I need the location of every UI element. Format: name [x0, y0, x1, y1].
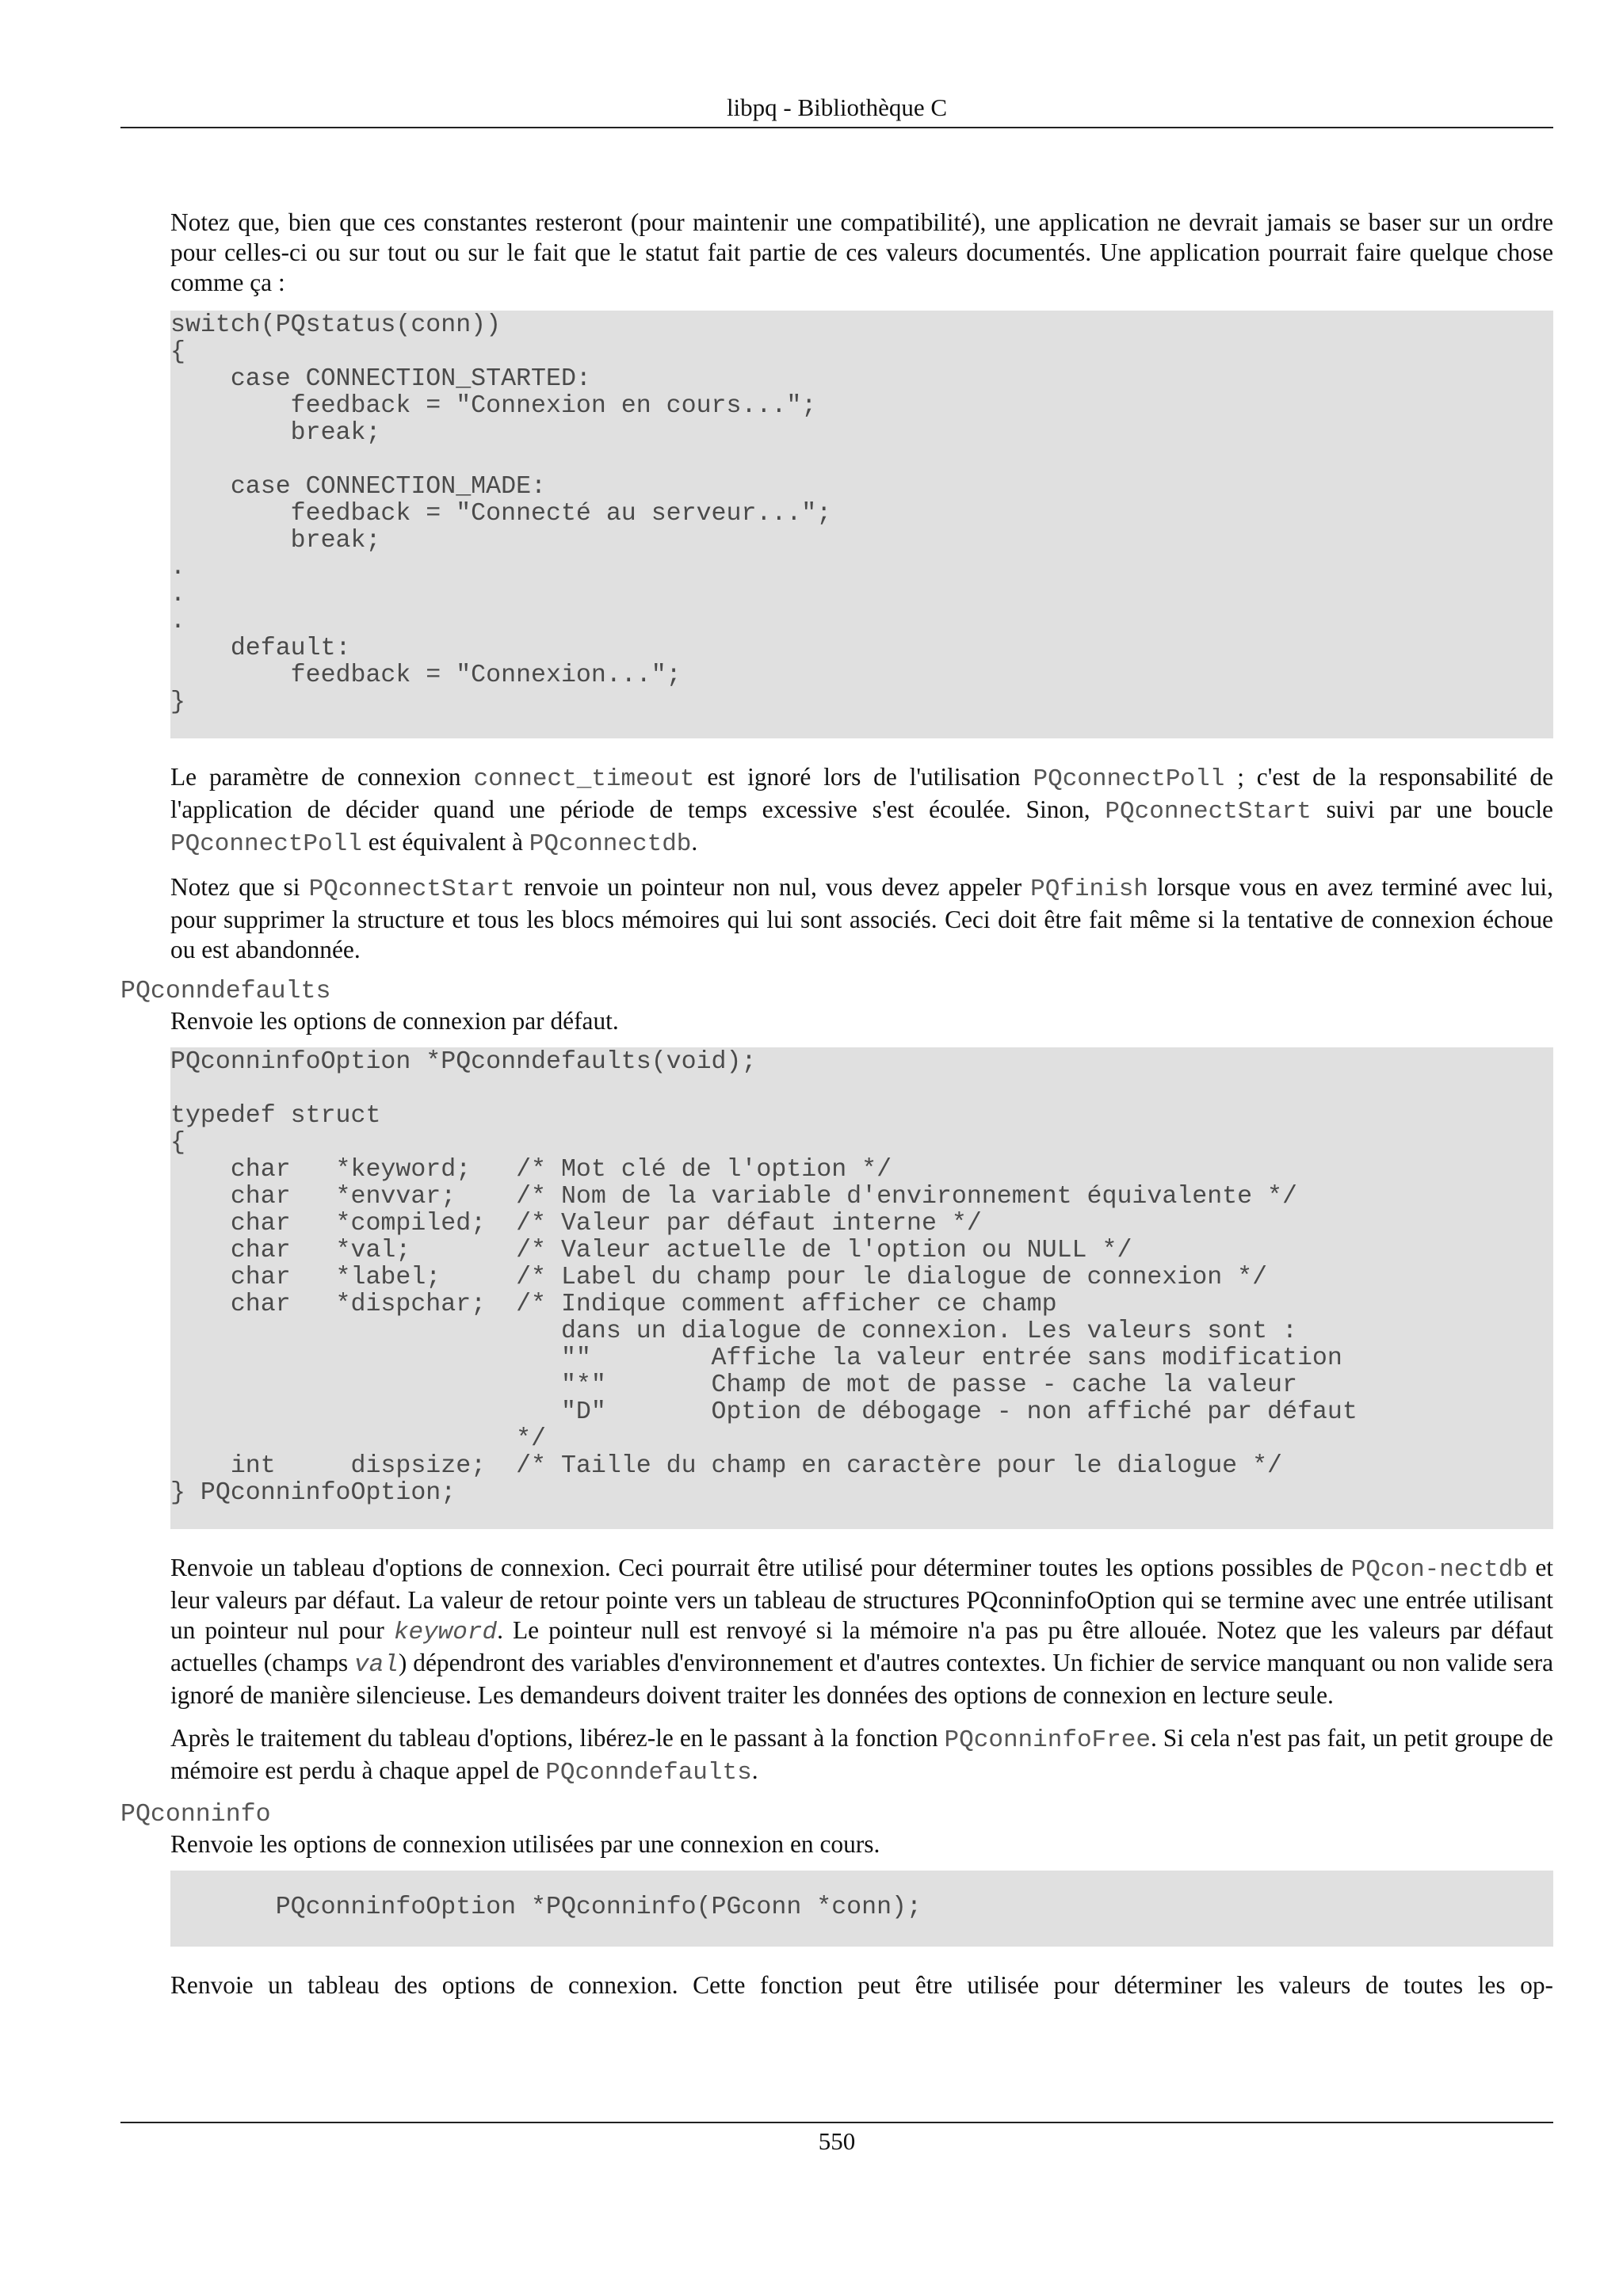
header-rule [120, 127, 1553, 128]
code-block-switch-status: switch(PQstatus(conn)) { case CONNECTION_STARTED: feedback = "Connexion en cours..."; break; case CONNECTION_MADE: feedback = "Connecté au serveur..."; break; . . . default: feedback = "Connexion..."; } [170, 311, 1553, 738]
term-description: Renvoie les options de connexion par défaut. [170, 1007, 619, 1035]
code-literal-pqfinish: PQfinish [1030, 875, 1148, 903]
text-span: ; c'est de la responsabilité de l'application de décider quand une période de temps excessive s'est écoulée. Sinon, [170, 763, 1554, 823]
paragraph-pqconninfo-returns: Renvoie un tableau des options de connexion. Cette fonction peut être utilisée pour déterminer les valeurs de toutes les op- [170, 1971, 1553, 1999]
text-span: Après le traitement du tableau d'options, libérez-le en le passant à la fonction [170, 1724, 945, 1752]
paragraph-status-order: Notez que, bien que ces constantes resteront (pour maintenir une compatibilité), une application ne devrait jamais se baser sur un ordre pour celles-ci ou sur tout ou sur le fait que le statut fait partie de ces valeurs documentés. Une application pourrait faire quelque chose comme ça : [170, 208, 1553, 296]
page-content [120, 208, 1554, 2013]
text-span: suivi par une boucle [1311, 795, 1553, 823]
text-span: Le paramètre de connexion [170, 763, 474, 791]
code-literal-keyword: keyword [393, 1619, 498, 1646]
footer-rule [120, 2122, 1553, 2123]
code-literal-pqconnectpoll: PQconnectPoll [1033, 765, 1225, 793]
text-span: est équivalent à [361, 828, 529, 856]
code-literal-val: val [354, 1651, 399, 1679]
paragraph-pqconndefaults-returns [170, 1553, 1553, 1711]
text-span: . Le pointeur null est renvoyé si la mémoire n'a pas pu être allouée. Notez que les valeurs par défaut actuelles (champs [170, 1616, 1553, 1676]
text-span: Notez que si [170, 873, 309, 901]
code-block-pqconninfo-signature: PQconninfoOption *PQconninfo(PGconn *conn); [170, 1871, 1553, 1947]
code-literal-pqconnectdb: PQcon-nectdb [1350, 1556, 1528, 1584]
term-pqconninfo: PQconninfo [120, 1801, 271, 1829]
page-header: libpq - Bibliothèque C [726, 93, 948, 121]
code-literal-pqconnectdb: PQconnectdb [529, 830, 692, 858]
code-literal-pqconninfofree: PQconninfoFree [944, 1726, 1151, 1754]
text-span: lorsque vous en avez terminé avec lui, pour supprimer la structure et tous les blocs mémoires qui lui sont associés. Ceci doit être fait même si la tentative de connexion échoue ou est abandonnée. [170, 873, 1553, 963]
term-pqconndefaults: PQconndefaults [120, 978, 331, 1005]
text-span: renvoie un pointeur non nul, vous devez appeler [515, 873, 1031, 901]
term-description: Renvoie les options de connexion utilisées par une connexion en cours. [170, 1830, 880, 1858]
code-literal-connect-timeout: connect_timeout [473, 765, 695, 793]
page-number: 550 [818, 2127, 856, 2155]
text-span: . Si cela n'est pas fait, un petit groupe de mémoire est perdu à chaque appel de [170, 1724, 1553, 1784]
paragraph-pqconninfofree [170, 1723, 1553, 1788]
text-span: et leur valeurs par défaut. La valeur de retour pointe vers un tableau de structures PQconninfoOption qui se termine avec une entrée utilisant un pointeur nul pour [170, 1554, 1553, 1644]
text-span: est ignoré lors de l'utilisation [694, 763, 1033, 791]
code-block-pqconninfooption-struct: PQconninfoOption *PQconndefaults(void); typedef struct { char *keyword; /* Mot clé de l'option */ char *envvar; /* Nom de la variable d'environnement équivalente */ char *compiled; /* Valeur par défaut interne */ char *val; /* Valeur actuelle de l'option ou NULL */ char *label; /* Label du champ pour le dialogue de connexion */ char *dispchar; /* Indique comment afficher ce champ dans un dialogue de connexion. Les valeurs sont : "" Affiche la valeur entrée sans modification "*" Champ de mot de passe - cache la valeur "D" Option de débogage - non affiché par défaut */ int dispsize; /* Taille du champ en caractère pour le dialogue */ } PQconninfoOption; [170, 1047, 1553, 1529]
text-span: Renvoie un tableau d'options de connexion. Ceci pourrait être utilisé pour déterminer toutes les options possibles de [170, 1554, 1351, 1581]
code-literal-pqconnectpoll: PQconnectPoll [170, 830, 362, 858]
text-span: . [751, 1756, 758, 1784]
text-span: . [691, 828, 698, 856]
paragraph-pqfinish [170, 872, 1553, 965]
code-literal-pqconnectstart: PQconnectStart [1105, 798, 1312, 826]
code-literal-pqconnectstart: PQconnectStart [308, 875, 516, 903]
text-span: ) dépendront des variables d'environnement et d'autres contextes. Un fichier de service manquant ou non valide sera ignoré de manière silencieuse. Les demandeurs doivent traiter les données des options de connexion en lecture seule. [170, 1649, 1554, 1709]
code-literal-pqconndefaults: PQconndefaults [545, 1759, 752, 1787]
paragraph-connect-timeout [170, 762, 1553, 860]
